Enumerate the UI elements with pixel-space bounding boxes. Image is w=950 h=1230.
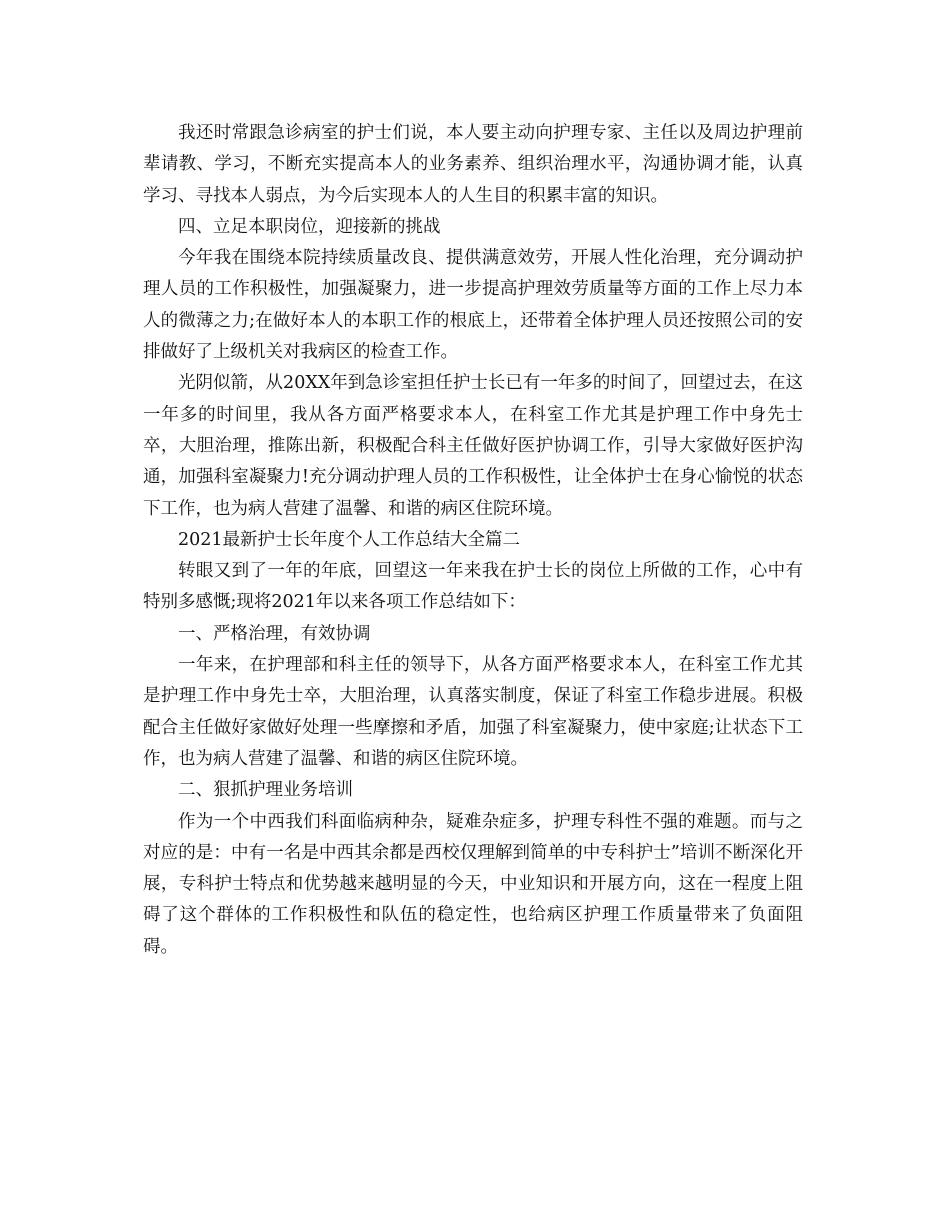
paragraph-year-end-intro: 转眼又到了一年的年底，回望这一年来我在护士长的岗位上所做的工作，心中有特别多感慨;现将2021年以来各项工作总结如下：	[143, 561, 803, 613]
paragraph-training: 作为一个中西我们科面临病种杂，疑难杂症多，护理专科性不强的难题。而与之对应的是：中有一名是中西其余都是西校仅理解到简单的中专科护士”培训不断深化开展，专科护士特点和优势越来越明显的今天，中业知识和开展方向，这在一程度上阻碍了这个群体的工作积极性和队伍的稳定性，也给病区护理工作质量带来了负面阻碍。	[143, 811, 803, 957]
paragraph-quality-improvement: 今年我在围绕本院持续质量改良、提供满意效劳，开展人性化治理，充分调动护理人员的工作积极性，加强凝聚力，进一步提高护理效劳质量等方面的工作上尽力本人的微薄之力;在做好本人的本职工作的根底上，还带着全体护理人员还按照公司的安排做好了上级机关对我病区的检查工作。	[143, 248, 803, 363]
paragraph-year-review: 光阴似箭，从20XX年到急诊室担任护士长已有一年多的时间了，回望过去，在这一年多的时间里，我从各方面严格要求本人，在科室工作尤其是护理工作中身先士卒，大胆治理，推陈出新，积极配合科主任做好医护协调工作，引导大家做好医护沟通，加强科室凝聚力!充分调动护理人员的工作积极性，让全体护士在身心愉悦的状态下工作，也为病人营建了温馨、和谐的病区住院环境。	[143, 373, 803, 519]
paragraph-management: 一年来，在护理部和科主任的领导下，从各方面严格要求本人，在科室工作尤其是护理工作中身先士卒，大胆治理，认真落实制度，保证了科室工作稳步进展。积极配合主任做好家做好处理一些摩擦和矛盾，加强了科室凝聚力，使中家庭;让状态下工作，也为病人营建了温馨、和谐的病区住院环境。	[143, 655, 803, 769]
paragraph-consulting-experts: 我还时常跟急诊病室的护士们说，本人要主动向护理专家、主任以及周边护理前辈请教、学习，不断充实提高本人的业务素养、组织治理水平，沟通协调才能，认真学习、寻找本人弱点，为今后实现本人的人生目的积累丰富的知识。	[143, 123, 803, 206]
document-body	[143, 118, 803, 963]
heading-article-two-title: 2021最新护士长年度个人工作总结大全篇二	[178, 529, 521, 550]
heading-section-four: 四、立足本职岗位，迎接新的挑战	[178, 216, 441, 237]
heading-section-two: 二、狠抓护理业务培训	[178, 780, 353, 801]
heading-section-one: 一、严格治理，有效协调	[178, 623, 371, 644]
